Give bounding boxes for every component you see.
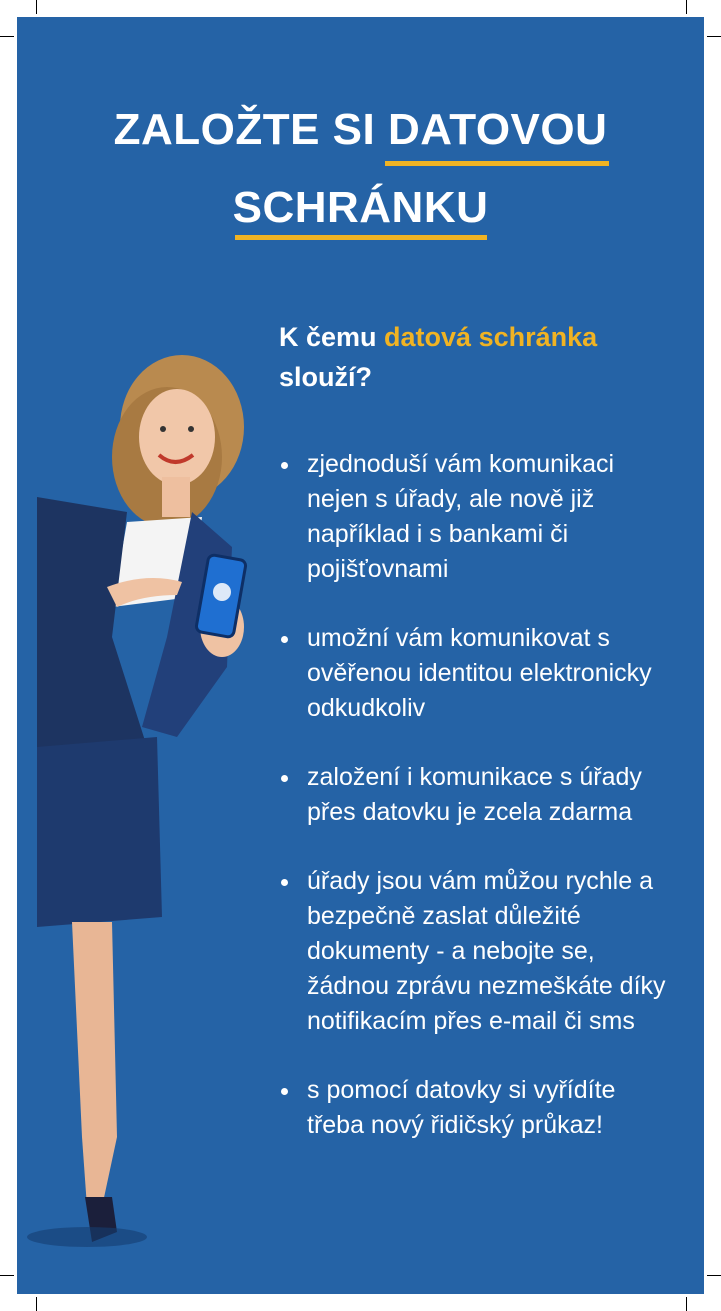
heading-suffix: slouží? bbox=[279, 362, 372, 392]
list-item: s pomocí datovky si vyřídíte třeba nový řidičský průkaz! bbox=[279, 1073, 679, 1143]
page-title-line2: SCHRÁNKU bbox=[232, 183, 489, 232]
benefits-list bbox=[279, 447, 679, 1177]
crop-mark bbox=[36, 1297, 37, 1311]
crop-mark bbox=[0, 36, 14, 37]
list-item: úřady jsou vám můžou rychle a bezpečně zaslat důležité dokumenty - a nebojte se, žádnou zprávu nezmeškáte díky notifikacím přes e-mail či sms bbox=[279, 864, 679, 1039]
list-item: umožní vám komunikovat s ověřenou identitou elektronicky odkudkoliv bbox=[279, 621, 679, 726]
crop-mark bbox=[707, 36, 721, 37]
leaflet-panel bbox=[17, 17, 704, 1294]
title-underline bbox=[385, 161, 609, 166]
title-underline bbox=[235, 235, 487, 240]
crop-mark bbox=[707, 1275, 721, 1276]
section-heading bbox=[279, 317, 679, 397]
list-item: založení i komunikace s úřady přes datovku je zcela zdarma bbox=[279, 760, 679, 830]
page-title-line1: ZALOŽTE SI DATOVOU bbox=[113, 105, 608, 154]
list-item: zjednoduší vám komunikaci nejen s úřady, ale nově již například i s bankami či pojišťovnami bbox=[279, 447, 679, 587]
woman-holding-phone-illustration bbox=[17, 337, 277, 1257]
crop-mark bbox=[0, 1275, 14, 1276]
crop-mark bbox=[686, 1297, 687, 1311]
crop-mark bbox=[36, 0, 37, 14]
heading-accent: datová schránka bbox=[384, 322, 598, 352]
crop-mark bbox=[686, 0, 687, 14]
heading-prefix: K čemu bbox=[279, 322, 385, 352]
